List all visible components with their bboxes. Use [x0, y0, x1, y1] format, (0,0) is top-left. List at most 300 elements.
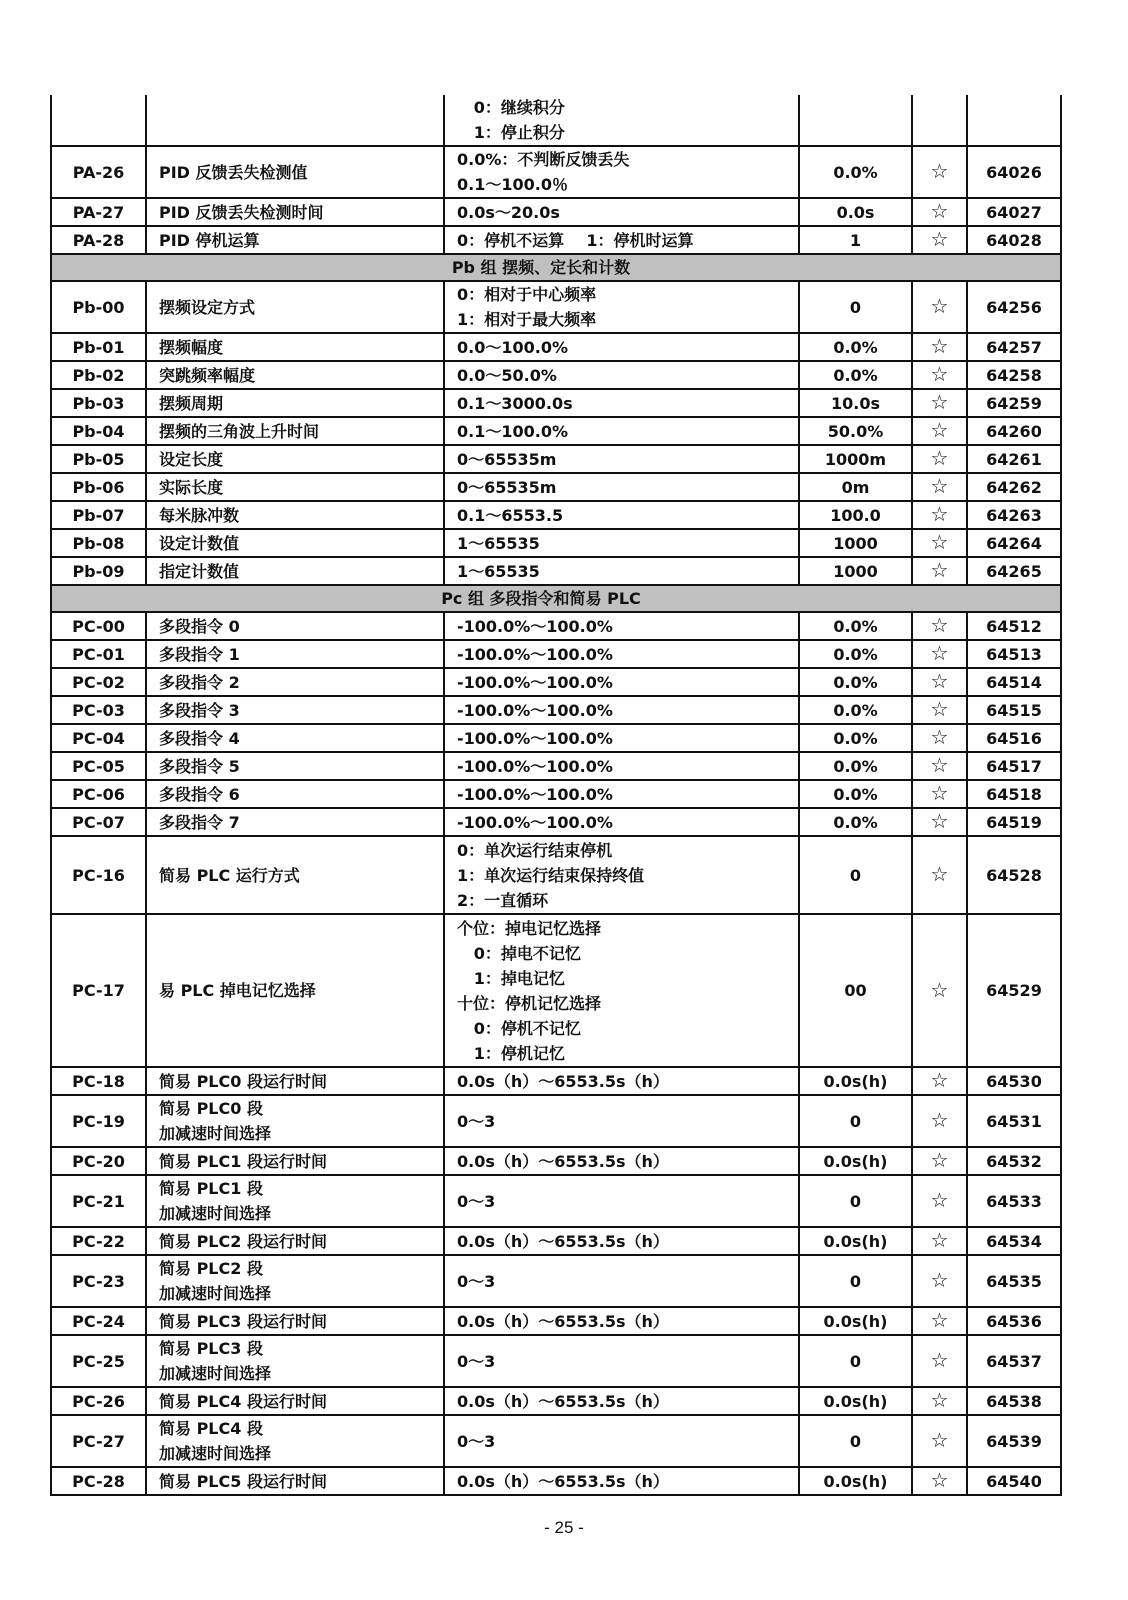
param-name-line: 多段指令 4	[159, 728, 240, 748]
param-name-line: 加减速时间选择	[159, 1444, 272, 1463]
param-code: Pb-04	[51, 417, 146, 445]
table-row	[51, 361, 1061, 389]
param-change-attr	[912, 226, 967, 254]
param-name-line: 实际长度	[159, 477, 224, 497]
param-default: 0.0%	[799, 361, 912, 389]
param-range	[444, 612, 799, 640]
param-address: 64261	[967, 445, 1061, 473]
param-range-line: -100.0%～100.0%	[457, 616, 613, 636]
table-row	[51, 1175, 1061, 1227]
param-name	[146, 445, 444, 473]
param-code	[51, 95, 146, 146]
table-row	[51, 696, 1061, 724]
param-range-line: -100.0%～100.0%	[457, 812, 613, 832]
param-code: Pb-06	[51, 473, 146, 501]
param-name-line: 多段指令 3	[159, 700, 240, 720]
param-code: PC-06	[51, 780, 146, 808]
table-row	[51, 501, 1061, 529]
param-address: 64265	[967, 557, 1061, 585]
param-name	[146, 529, 444, 557]
param-name	[146, 640, 444, 668]
param-range	[444, 696, 799, 724]
param-address: 64529	[967, 914, 1061, 1067]
param-address: 64516	[967, 724, 1061, 752]
star-outline-icon: ☆	[930, 753, 949, 777]
group-header-row	[51, 254, 1061, 281]
param-range-line: 0～3	[457, 1351, 496, 1371]
table-row	[51, 1147, 1061, 1175]
param-name	[146, 1335, 444, 1387]
param-range-line: 0～3	[457, 1191, 496, 1211]
param-name-line: 设定长度	[159, 449, 224, 469]
star-outline-icon: ☆	[930, 781, 949, 805]
param-range-line: 个位：掉电记忆选择	[457, 918, 602, 938]
param-change-attr	[912, 501, 967, 529]
param-address: 64537	[967, 1335, 1061, 1387]
param-change-attr	[912, 752, 967, 780]
param-address: 64539	[967, 1415, 1061, 1467]
star-outline-icon: ☆	[930, 977, 949, 1002]
param-code: Pb-03	[51, 389, 146, 417]
param-name	[146, 417, 444, 445]
param-range	[444, 226, 799, 254]
param-range	[444, 1175, 799, 1227]
param-default: 0.0%	[799, 640, 912, 668]
param-range-line: -100.0%～100.0%	[457, 756, 613, 776]
param-default: 1000	[799, 529, 912, 557]
param-address: 64540	[967, 1467, 1061, 1495]
param-range	[444, 1307, 799, 1335]
param-address: 64531	[967, 1095, 1061, 1147]
table-row	[51, 1255, 1061, 1307]
star-outline-icon: ☆	[930, 390, 949, 414]
param-change-attr	[912, 612, 967, 640]
star-outline-icon: ☆	[930, 227, 949, 251]
param-address: 64260	[967, 417, 1061, 445]
param-range-line: 0.0%：不判断反馈丢失	[457, 150, 630, 169]
param-name	[146, 1067, 444, 1095]
param-range-line: 0.0s（h）～6553.5s（h）	[457, 1151, 669, 1171]
param-change-attr	[912, 333, 967, 361]
param-name-line: 简易 PLC4 段运行时间	[159, 1391, 327, 1411]
star-outline-icon: ☆	[930, 474, 949, 498]
param-name-line: 摆频幅度	[159, 337, 224, 357]
param-change-attr	[912, 473, 967, 501]
param-default: 0	[799, 1095, 912, 1147]
param-default: 1	[799, 226, 912, 254]
param-code: PC-18	[51, 1067, 146, 1095]
param-range-line: 0～3	[457, 1111, 496, 1131]
param-address: 64258	[967, 361, 1061, 389]
param-change-attr	[912, 724, 967, 752]
param-range-line: -100.0%～100.0%	[457, 700, 613, 720]
param-range	[444, 752, 799, 780]
param-change-attr	[912, 1335, 967, 1387]
param-name-line: 加减速时间选择	[159, 1364, 272, 1383]
param-name-line: 设定计数值	[159, 533, 240, 553]
star-outline-icon: ☆	[930, 1108, 949, 1132]
param-range-line: -100.0%～100.0%	[457, 728, 613, 748]
param-code: Pb-08	[51, 529, 146, 557]
param-name	[146, 198, 444, 226]
param-default: 00	[799, 914, 912, 1067]
param-name-line: 每米脉冲数	[159, 505, 240, 525]
param-name-line: 多段指令 0	[159, 616, 240, 636]
param-default: 0.0%	[799, 146, 912, 198]
table-row	[51, 1095, 1061, 1147]
param-range	[444, 473, 799, 501]
param-range	[444, 914, 799, 1067]
group-header-cell	[51, 585, 1061, 612]
param-change-attr	[912, 640, 967, 668]
param-range-line: 0～65535m	[457, 449, 557, 469]
param-name	[146, 1387, 444, 1415]
table-row	[51, 1415, 1061, 1467]
param-range-line: 0.1～100.0％	[457, 175, 568, 194]
star-outline-icon: ☆	[930, 418, 949, 442]
param-default: 0.0%	[799, 696, 912, 724]
param-default: 0.0%	[799, 752, 912, 780]
param-range-line: -100.0%～100.0%	[457, 644, 613, 664]
param-default: 1000	[799, 557, 912, 585]
param-range-line: 0.0～100.0%	[457, 337, 568, 357]
param-change-attr	[912, 1467, 967, 1495]
param-name-line: 简易 PLC1 段	[159, 1179, 263, 1198]
param-change-attr	[912, 361, 967, 389]
param-code: PC-07	[51, 808, 146, 836]
param-range-line: 十位：停机记忆选择	[457, 993, 602, 1013]
param-range-line: 0.1～3000.0s	[457, 393, 573, 413]
table-row	[51, 557, 1061, 585]
table-row	[51, 417, 1061, 445]
param-range-line: 0～3	[457, 1431, 496, 1451]
param-name	[146, 501, 444, 529]
param-name	[146, 95, 444, 146]
param-range	[444, 780, 799, 808]
param-default: 0.0%	[799, 612, 912, 640]
param-default: 0	[799, 281, 912, 333]
param-code: PA-27	[51, 198, 146, 226]
param-default: 0.0%	[799, 668, 912, 696]
param-name-line: 简易 PLC1 段运行时间	[159, 1151, 327, 1171]
param-default: 1000m	[799, 445, 912, 473]
parameter-table	[50, 95, 1062, 1496]
star-outline-icon: ☆	[930, 1428, 949, 1452]
param-code: PC-03	[51, 696, 146, 724]
param-range	[444, 1387, 799, 1415]
param-range	[444, 95, 799, 146]
param-code: PC-20	[51, 1147, 146, 1175]
param-range	[444, 529, 799, 557]
star-outline-icon: ☆	[930, 641, 949, 665]
param-name-line: 简易 PLC2 段	[159, 1259, 263, 1278]
param-address: 64027	[967, 198, 1061, 226]
param-code: PC-17	[51, 914, 146, 1067]
table-row	[51, 333, 1061, 361]
param-address: 64532	[967, 1147, 1061, 1175]
param-code: Pb-05	[51, 445, 146, 473]
param-name-line: 多段指令 2	[159, 672, 240, 692]
param-default: 0	[799, 1335, 912, 1387]
param-default: 0.0s(h)	[799, 1467, 912, 1495]
param-range	[444, 361, 799, 389]
param-address: 64259	[967, 389, 1061, 417]
param-address: 64256	[967, 281, 1061, 333]
param-address: 64262	[967, 473, 1061, 501]
star-outline-icon: ☆	[930, 362, 949, 386]
param-name	[146, 668, 444, 696]
param-default: 0.0s(h)	[799, 1387, 912, 1415]
param-change-attr	[912, 1147, 967, 1175]
param-change-attr	[912, 808, 967, 836]
param-change-attr	[912, 95, 967, 146]
param-name-line: 简易 PLC0 段	[159, 1099, 263, 1118]
param-range-line: 0.0s（h）～6553.5s（h）	[457, 1231, 669, 1251]
table-row	[51, 640, 1061, 668]
star-outline-icon: ☆	[930, 1228, 949, 1252]
param-range	[444, 445, 799, 473]
param-range-line: 2：一直循环	[457, 890, 549, 910]
table-row	[51, 1335, 1061, 1387]
param-range	[444, 640, 799, 668]
param-change-attr	[912, 1227, 967, 1255]
param-change-attr	[912, 1175, 967, 1227]
param-range	[444, 1415, 799, 1467]
param-range-line: 1：掉电记忆	[457, 968, 565, 988]
param-name	[146, 361, 444, 389]
param-address: 64512	[967, 612, 1061, 640]
param-default: 50.0%	[799, 417, 912, 445]
param-name-line: 简易 PLC3 段	[159, 1339, 263, 1358]
param-range-line: 0：停机不运算 1：停机时运算	[457, 230, 694, 250]
param-name	[146, 1307, 444, 1335]
star-outline-icon: ☆	[930, 669, 949, 693]
param-name	[146, 226, 444, 254]
param-range-line: 0.0s（h）～6553.5s（h）	[457, 1471, 669, 1491]
param-address: 64514	[967, 668, 1061, 696]
group-header-row	[51, 585, 1061, 612]
star-outline-icon: ☆	[930, 1348, 949, 1372]
param-default: 0	[799, 1415, 912, 1467]
param-range	[444, 281, 799, 333]
param-default: 0.0s(h)	[799, 1147, 912, 1175]
param-address: 64518	[967, 780, 1061, 808]
param-range	[444, 836, 799, 914]
param-name	[146, 1467, 444, 1495]
param-name-line: 多段指令 7	[159, 812, 240, 832]
param-code: PC-27	[51, 1415, 146, 1467]
param-name	[146, 1227, 444, 1255]
param-range-line: 1～65535	[457, 533, 540, 553]
star-outline-icon: ☆	[930, 558, 949, 582]
param-change-attr	[912, 417, 967, 445]
param-name	[146, 473, 444, 501]
param-range-line: 1～65535	[457, 561, 540, 581]
param-code: PC-19	[51, 1095, 146, 1147]
param-code: PC-02	[51, 668, 146, 696]
param-name	[146, 1415, 444, 1467]
param-range-line: 0：停机不记忆	[457, 1018, 581, 1038]
param-change-attr	[912, 914, 967, 1067]
star-outline-icon: ☆	[930, 294, 949, 318]
param-name	[146, 808, 444, 836]
group-title: Pc 组 多段指令和简易 PLC	[441, 589, 641, 608]
table-row	[51, 752, 1061, 780]
star-outline-icon: ☆	[930, 613, 949, 637]
param-address: 64528	[967, 836, 1061, 914]
param-name-line: 加减速时间选择	[159, 1284, 272, 1303]
param-default: 0.0%	[799, 780, 912, 808]
param-change-attr	[912, 146, 967, 198]
param-name-line: 简易 PLC5 段运行时间	[159, 1471, 327, 1491]
param-name-line: 突跳频率幅度	[159, 365, 256, 385]
param-range-line: -100.0%～100.0%	[457, 784, 613, 804]
table-row	[51, 473, 1061, 501]
param-range	[444, 668, 799, 696]
param-change-attr	[912, 1255, 967, 1307]
param-code: PC-28	[51, 1467, 146, 1495]
param-code: PC-22	[51, 1227, 146, 1255]
param-code: PC-26	[51, 1387, 146, 1415]
param-range-line: 0.1～6553.5	[457, 505, 564, 525]
star-outline-icon: ☆	[930, 725, 949, 749]
table-row	[51, 724, 1061, 752]
param-name-line: PID 反馈丢失检测时间	[159, 202, 324, 222]
param-change-attr	[912, 1415, 967, 1467]
table-row	[51, 1307, 1061, 1335]
param-code: Pb-02	[51, 361, 146, 389]
param-code: PC-25	[51, 1335, 146, 1387]
param-change-attr	[912, 780, 967, 808]
param-change-attr	[912, 1387, 967, 1415]
page-number: - 25 -	[544, 1518, 584, 1537]
param-name-line: 摆频周期	[159, 393, 224, 413]
param-default: 100.0	[799, 501, 912, 529]
param-name	[146, 836, 444, 914]
star-outline-icon: ☆	[930, 159, 949, 183]
param-range	[444, 808, 799, 836]
param-name	[146, 780, 444, 808]
param-code: Pb-07	[51, 501, 146, 529]
param-range	[444, 1467, 799, 1495]
param-name-line: 简易 PLC 运行方式	[159, 865, 300, 885]
param-address: 64534	[967, 1227, 1061, 1255]
table-row	[51, 226, 1061, 254]
star-outline-icon: ☆	[930, 1188, 949, 1212]
param-default: 0.0s(h)	[799, 1227, 912, 1255]
param-address: 64257	[967, 333, 1061, 361]
param-default: 0	[799, 1175, 912, 1227]
param-address: 64519	[967, 808, 1061, 836]
param-code: PC-00	[51, 612, 146, 640]
param-name	[146, 1095, 444, 1147]
table-row	[51, 281, 1061, 333]
star-outline-icon: ☆	[930, 1068, 949, 1092]
param-name-line: 多段指令 5	[159, 756, 240, 776]
table-row	[51, 95, 1061, 146]
star-outline-icon: ☆	[930, 199, 949, 223]
param-range	[444, 1095, 799, 1147]
param-name	[146, 914, 444, 1067]
param-default: 10.0s	[799, 389, 912, 417]
param-default: 0.0s(h)	[799, 1067, 912, 1095]
param-change-attr	[912, 668, 967, 696]
param-name-line: PID 反馈丢失检测值	[159, 162, 308, 182]
param-address: 64535	[967, 1255, 1061, 1307]
param-address: 64515	[967, 696, 1061, 724]
star-outline-icon: ☆	[930, 1388, 949, 1412]
param-default: 0	[799, 1255, 912, 1307]
param-range-line: 0.0s（h）～6553.5s（h）	[457, 1071, 669, 1091]
table-row	[51, 445, 1061, 473]
param-address: 64517	[967, 752, 1061, 780]
param-name-line: 摆频的三角波上升时间	[159, 421, 320, 441]
param-change-attr	[912, 1307, 967, 1335]
param-change-attr	[912, 1067, 967, 1095]
table-row	[51, 1467, 1061, 1495]
param-range-line: 0.0s（h）～6553.5s（h）	[457, 1311, 669, 1331]
param-default: 0m	[799, 473, 912, 501]
param-range	[444, 501, 799, 529]
param-range-line: 0：单次运行结束停机	[457, 840, 613, 860]
star-outline-icon: ☆	[930, 446, 949, 470]
param-change-attr	[912, 836, 967, 914]
table-row	[51, 198, 1061, 226]
param-code: Pb-00	[51, 281, 146, 333]
param-range-line: -100.0%～100.0%	[457, 672, 613, 692]
table-row	[51, 836, 1061, 914]
param-address: 64264	[967, 529, 1061, 557]
param-range-line: 0～3	[457, 1271, 496, 1291]
param-default: 0.0s(h)	[799, 1307, 912, 1335]
table-row	[51, 1227, 1061, 1255]
table-row	[51, 146, 1061, 198]
param-name-line: 简易 PLC2 段运行时间	[159, 1231, 327, 1251]
star-outline-icon: ☆	[930, 502, 949, 526]
param-name	[146, 752, 444, 780]
param-range-line: 0.0s～20.0s	[457, 202, 560, 222]
star-outline-icon: ☆	[930, 530, 949, 554]
param-range-line: 1：停止积分	[457, 123, 565, 142]
param-range	[444, 1227, 799, 1255]
star-outline-icon: ☆	[930, 1308, 949, 1332]
param-code: PC-21	[51, 1175, 146, 1227]
param-name	[146, 612, 444, 640]
param-range	[444, 1147, 799, 1175]
param-code: PC-24	[51, 1307, 146, 1335]
param-name	[146, 281, 444, 333]
param-name	[146, 1175, 444, 1227]
table-row	[51, 529, 1061, 557]
table-row	[51, 1067, 1061, 1095]
param-change-attr	[912, 557, 967, 585]
param-address: 64263	[967, 501, 1061, 529]
star-outline-icon: ☆	[930, 697, 949, 721]
param-range	[444, 557, 799, 585]
param-range-line: 0～65535m	[457, 477, 557, 497]
param-name-line: 简易 PLC3 段运行时间	[159, 1311, 327, 1331]
param-range-line: 1：相对于最大频率	[457, 310, 597, 329]
param-range	[444, 1335, 799, 1387]
param-change-attr	[912, 445, 967, 473]
param-name-line: 易 PLC 掉电记忆选择	[159, 981, 316, 1000]
param-range	[444, 1067, 799, 1095]
param-name-line: 指定计数值	[159, 561, 240, 581]
param-name-line: 摆频设定方式	[159, 297, 256, 317]
star-outline-icon: ☆	[930, 334, 949, 358]
param-code: PC-23	[51, 1255, 146, 1307]
param-range-line: 0.1～100.0%	[457, 421, 568, 441]
